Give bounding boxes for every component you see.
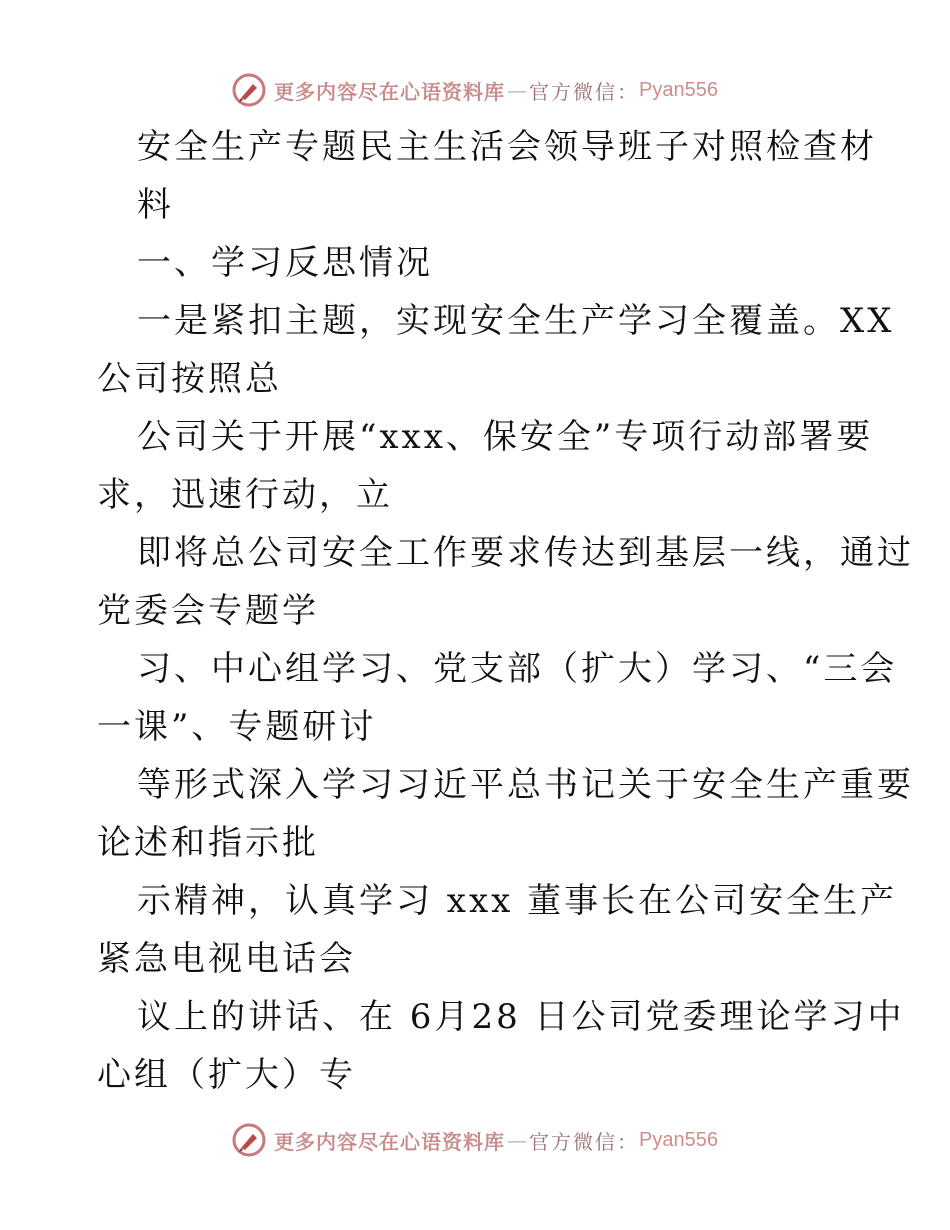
doc-line: 紧急电视电话会 bbox=[97, 939, 356, 979]
doc-line: 一课”、专题研讨 bbox=[97, 707, 377, 747]
doc-line: 一是紧扣主题，实现安全生产学习全覆盖。XX bbox=[137, 301, 895, 341]
pen-logo-icon bbox=[232, 1123, 266, 1157]
doc-line: 公司按照总 bbox=[97, 359, 282, 399]
watermark-header bbox=[0, 70, 950, 110]
doc-line: 示精神，认真学习 xxx 董事长在公司安全生产 bbox=[137, 881, 898, 921]
watermark-sub-text: 官方微信： bbox=[529, 1129, 640, 1154]
watermark-footer bbox=[0, 1120, 950, 1160]
watermark-handle: Pyan556 bbox=[639, 1128, 718, 1151]
doc-line: 公司关于开展“xxx、保安全”专项行动部署要 bbox=[137, 417, 874, 457]
doc-line: 即将总公司安全工作要求传达到基层一线，通过 bbox=[137, 533, 914, 573]
doc-line: 习、中心组学习、党支部（扩大）学习、“三会 bbox=[137, 649, 898, 689]
doc-line: 议上的讲话、在 6月28 日公司党委理论学习中 bbox=[137, 997, 905, 1037]
document-body bbox=[97, 118, 914, 1104]
watermark-separator: — bbox=[507, 1128, 528, 1152]
watermark-handle: Pyan556 bbox=[639, 78, 718, 101]
doc-line: 心组（扩大）专 bbox=[97, 1055, 356, 1095]
watermark-sub-text: 官方微信： bbox=[529, 79, 640, 104]
watermark-main-text: 更多内容尽在心语资料库 bbox=[274, 79, 506, 104]
watermark-separator: — bbox=[507, 78, 528, 102]
doc-line: 等形式深入学习习近平总书记关于安全生产重要 bbox=[137, 765, 914, 805]
section-heading: 一、学习反思情况 bbox=[137, 243, 433, 283]
doc-line: 料 bbox=[137, 185, 174, 225]
doc-line: 求，迅速行动，立 bbox=[97, 475, 393, 515]
doc-line: 党委会专题学 bbox=[97, 591, 319, 631]
watermark-main-text: 更多内容尽在心语资料库 bbox=[274, 1129, 506, 1154]
doc-line: 安全生产专题民主生活会领导班子对照检查材 bbox=[137, 127, 877, 167]
doc-line: 论述和指示批 bbox=[97, 823, 319, 863]
pen-logo-icon bbox=[232, 73, 266, 107]
